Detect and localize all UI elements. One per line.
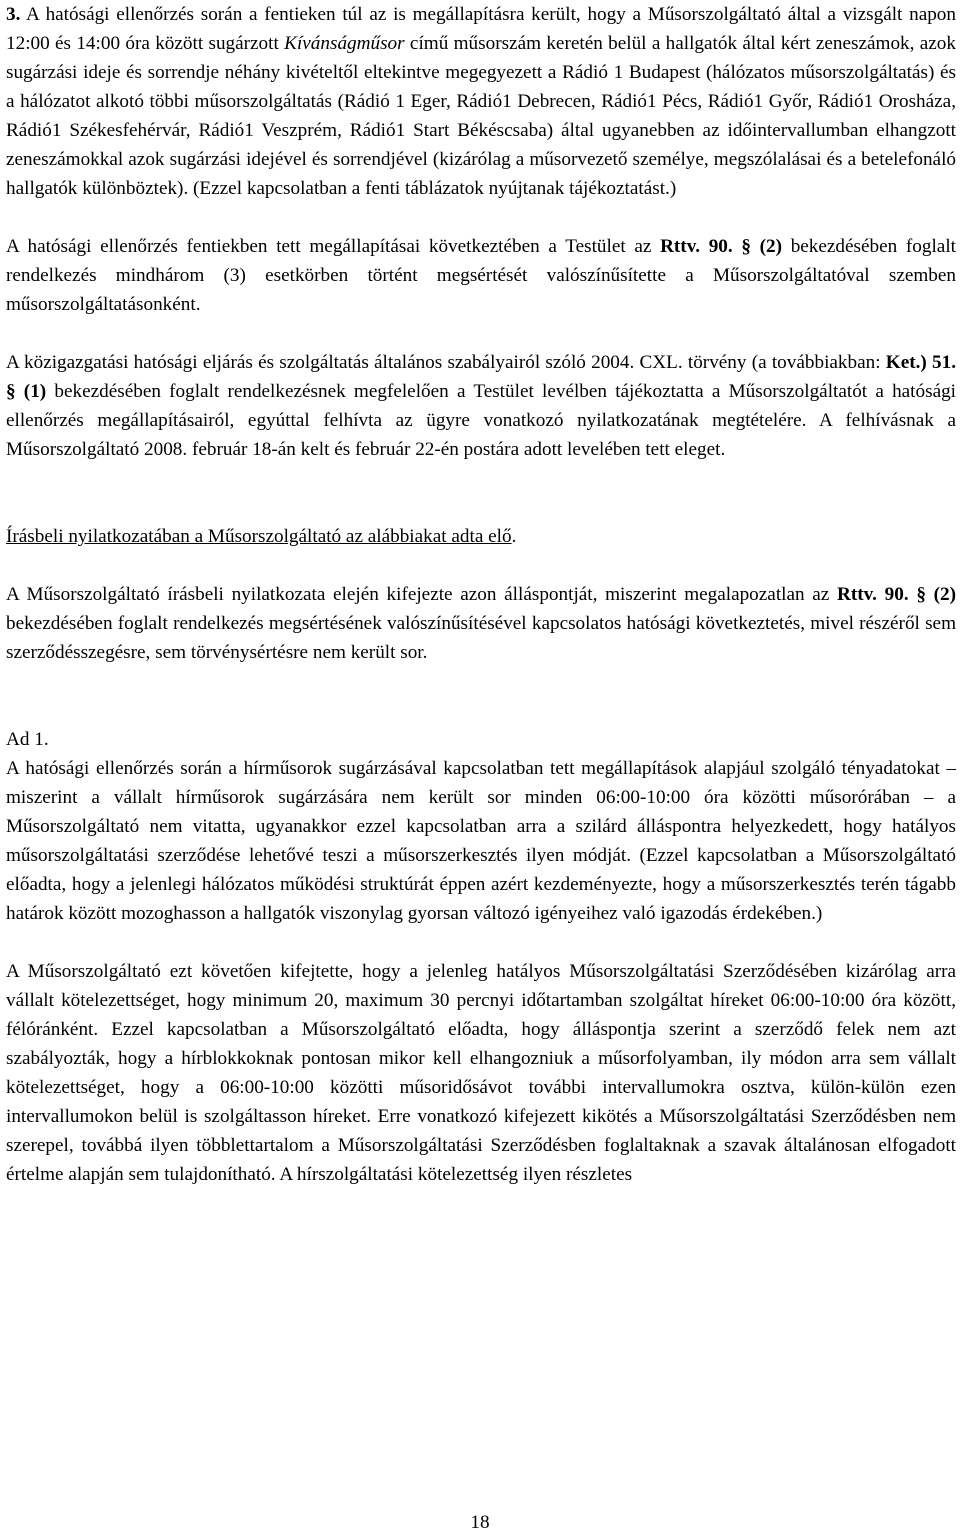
spacer <box>6 667 956 725</box>
paragraph-point-3 <box>6 0 956 203</box>
heading-period: . <box>511 526 517 547</box>
paragraph-text: A hatósági ellenőrzés során a fentieken túl az is megállapításra került, hogy a Műsorszolgáltató által a vizsgált napon 12:00 és 14:00 óra között sugárzott <box>6 4 956 54</box>
paragraph-text: A hatósági ellenőrzés fentiekben tett megállapításai következtében a Testület az <box>6 236 661 257</box>
heading-text: Írásbeli nyilatkozatában a Műsorszolgáltató az alábbiakat adta elő <box>6 526 512 547</box>
page-number: 18 <box>470 1512 490 1533</box>
paragraph-text: bekezdésében foglalt rendelkezésnek megfelelően a Testület levélben tájékoztatta a Műsorszolgáltatót a hatósági ellenőrzés megállapításairól, egyúttal felhívta az ügyre vonatkozó nyilatkozatának megtételére. A felhívásnak a Műsorszolgáltató 2008. február 18-án kelt és február 22-én postára adott levelében tett eleget. <box>6 381 957 460</box>
paragraph-statement <box>6 580 956 667</box>
law-reference: Rttv. 90. § (2) <box>837 584 956 605</box>
spacer <box>6 551 956 580</box>
paragraph-contract-explanation: A Műsorszolgáltató ezt követően kifejtette, hogy a jelenleg hatályos Műsorszolgáltatási Szerződésében kizárólag arra vállalt kötelezettséget, hogy minimum 20, maximum 30 percnyi időtartamban szolgáltat híreket 06:00-10:00 óra között, félóránként. Ezzel kapcsolatban a Műsorszolgáltató előadta, hogy álláspontja szerint a szerződő felek nem azt szabályozták, hogy a hírblokkoknak pontosan mikor kell elhangozniuk a műsorfolyamban, ily módon arra sem vállalt kötelezettséget, hogy a 06:00-10:00 közötti műsoridősávot további intervallumokra osztva, külön-külön ezen intervallumokon belül is szolgáltasson híreket. Erre vonatkozó kifejezett kikötés a Műsorszolgáltatási Szerződésben nem szerepel, továbbá ilyen többlettartalom a Műsorszolgáltatási Szerződésben foglaltaknak a szavak általánosan elfogadott értelme alapján sem tulajdonítható. A hírszolgáltatási kötelezettség ilyen részletes <box>6 961 956 1185</box>
paragraph-text: A Műsorszolgáltató írásbeli nyilatkozata elején kifejezte azon álláspontját, miszerint megalapozatlan az <box>6 584 837 605</box>
spacer <box>6 319 956 348</box>
paragraph-text: A közigazgatási hatósági eljárás és szolgáltatás általános szabályairól szóló 2004. CXL. törvény (a továbbiakban: <box>6 352 886 373</box>
program-title: Kívánságműsor <box>284 33 405 54</box>
paragraph-text: bekezdésében foglalt rendelkezés megsértésének valószínűsítésével kapcsolatos hatósági következtetés, mivel részéről sem szerződésszegésre, sem törvénysértésre nem került sor. <box>6 613 956 663</box>
law-reference: Ket.) 51. § (1) <box>6 352 956 402</box>
point-number: 3. <box>6 4 21 25</box>
paragraph-text: bekezdésében foglalt rendelkezés mindhárom (3) esetkörben történt megsértését valószínűsítette a Műsorszolgáltatóval szemben műsorszolgáltatásonként. <box>6 236 956 315</box>
paragraph-finding <box>6 232 956 319</box>
ad-1-label: Ad 1. <box>6 729 49 750</box>
paragraph-text: című műsorszám keretén belül a hallgatók által kért zeneszámok, azok sugárzási ideje és sorrendje néhány kivételtől eltekintve megegyezett a Rádió 1 Budapest (hálózatos műsorszolgáltatás) és a hálózatot alkotó többi műsorszolgáltatás (Rádió 1 Eger, Rádió1 Debrecen, Rádió1 Pécs, Rádió1 Győr, Rádió1 Orosháza, Rádió1 Székesfehérvár, Rádió1 Veszprém, Rádió1 Start Békéscsaba) által ugyanebben az időintervallumban elhangzott zeneszámokkal azok sugárzási idejével és sorrendjével (kizárólag a műsorvezető személye, megszólalásai és a betelefonáló hallgatók különböztek). (Ezzel kapcsolatban a fenti táblázatok nyújtanak tájékoztatást.) <box>6 33 956 199</box>
section-heading <box>6 522 956 551</box>
spacer <box>6 464 956 522</box>
paragraph-news-findings: A hatósági ellenőrzés során a hírműsorok sugárzásával kapcsolatban tett megállapítások alapjául szolgáló tényadatokat – miszerint a vállalt hírműsorok sugárzására nem került sor minden 06:00-10:00 óra közötti műsorórában – a Műsorszolgáltató nem vitatta, ugyanakkor ezzel kapcsolatban arra a szilárd álláspontra helyezkedett, hogy hatályos műsorszolgáltatási szerződése lehetővé teszi a műsorszerkesztés ilyen módját. (Ezzel kapcsolatban a Műsorszolgáltató előadta, hogy a jelenlegi hálózatos működési struktúrát éppen azért kezdeményezte, hogy a műsorszerkesztés terén tágabb határok között mozoghasson a hallgatók viszonylag gyorsan változó igényeihez való igazodás érdekében.) <box>6 758 956 924</box>
paragraph-procedure <box>6 348 956 464</box>
spacer <box>6 928 956 957</box>
law-reference: Rttv. 90. § (2) <box>660 236 783 257</box>
document-page <box>6 0 956 1189</box>
spacer <box>6 203 956 232</box>
